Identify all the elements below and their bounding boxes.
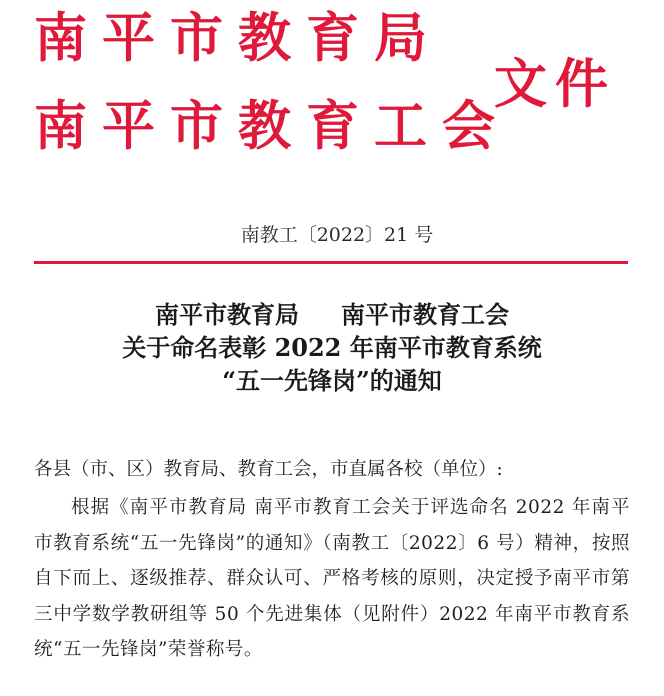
title-line-issuers <box>0 298 664 331</box>
document-type-label: 文件 <box>494 53 616 115</box>
title-issuer-right: 南平市教育工会 <box>341 300 509 329</box>
salutation: 各县（市、区）教育局、教育工会，市直属各校（单位）: <box>34 459 503 480</box>
red-divider-line <box>34 261 628 264</box>
issuer-name-education-bureau: 南平市教育局 <box>34 7 442 69</box>
title-issuer-left: 南平市教育局 <box>155 300 299 329</box>
notice-title <box>0 298 664 397</box>
document-number: 南教工〔2022〕21 号 <box>240 224 434 246</box>
title-line-subject: 关于命名表彰 2022 年南平市教育系统 <box>122 333 542 362</box>
title-line-award: “五一先锋岗”的通知 <box>222 366 442 395</box>
issuer-name-education-union: 南平市教育工会 <box>34 95 510 157</box>
body-paragraph: 根据《南平市教育局 南平市教育工会关于评选命名 2022 年南平市教育系统“五一先锋岗”的通知》（南教工〔2022〕6 号）精神，按照自下而上、逐级推荐、群众认可、严格考核的原则，决定授予南平市第三中学数学教研组等 50 个先进集体（见附件）2022 年南平市教育系统“五一先锋岗”荣誉称号。 <box>34 497 630 660</box>
